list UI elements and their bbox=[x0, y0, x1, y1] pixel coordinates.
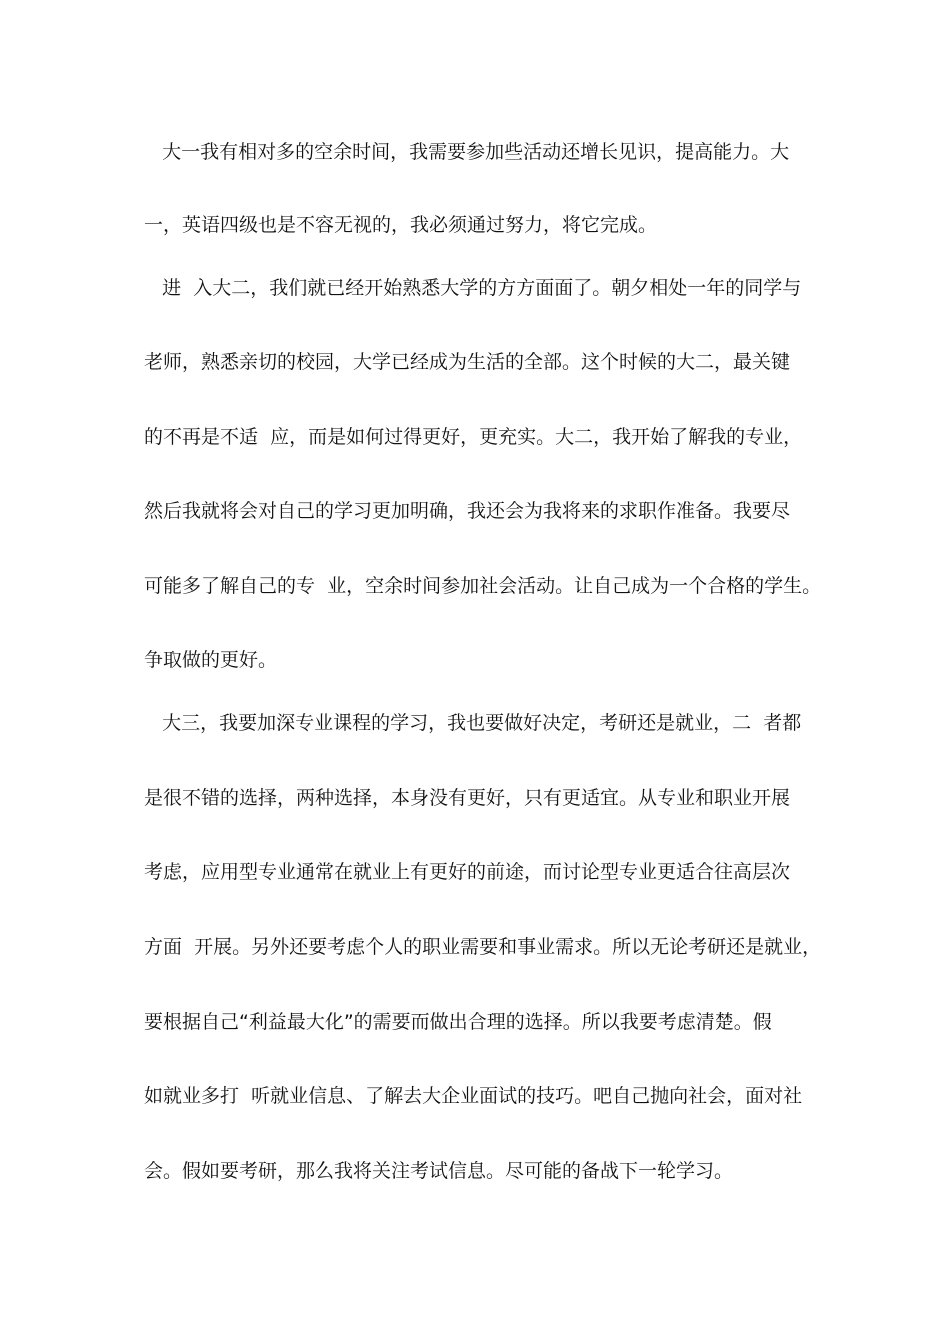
paragraph-2-line-6: 争取做的更好。 bbox=[144, 649, 278, 671]
paragraph-1-line-1: 大一我有相对多的空余时间，我需要参加些活动还增长见识，提高能力。大 bbox=[144, 141, 790, 163]
paragraph-3-line-2: 是很不错的选择，两种选择，本身没有更好，只有更适宜。从专业和职业开展 bbox=[144, 787, 791, 809]
paragraph-2-line-2: 老师，熟悉亲切的校园，大学已经成为生活的全部。这个时候的大二，最关键 bbox=[144, 351, 791, 373]
paragraph-2-line-1: 进 入大二，我们就已经开始熟悉大学的方方面面了。朝夕相处一年的同学与 bbox=[144, 277, 802, 299]
paragraph-2-line-5: 可能多了解自己的专 业，空余时间参加社会活动。让自己成为一个合格的学生。 bbox=[144, 575, 822, 597]
paragraph-3-line-6: 如就业多打 听就业信息、了解去大企业面试的技巧。吧自己抛向社会，面对社 bbox=[144, 1085, 803, 1107]
paragraph-2-line-3: 的不再是不适 应，而是如何过得更好，更充实。大二，我开始了解我的专业， bbox=[144, 426, 803, 448]
paragraph-1-line-2: 一，英语四级也是不容无视的，我必须通过努力，将它完成。 bbox=[144, 214, 658, 236]
paragraph-3-line-1: 大三，我要加深专业课程的学习，我也要做好决定，考研还是就业，二 者都 bbox=[144, 712, 802, 734]
paragraph-3-line-7: 会。假如要考研，那么我将关注考试信息。尽可能的备战下一轮学习。 bbox=[144, 1160, 734, 1182]
paragraph-3-line-5: 要根据自己“利益最大化”的需要而做出合理的选择。所以我要考虑清楚。假 bbox=[144, 1011, 772, 1033]
paragraph-2-line-4: 然后我就将会对自己的学习更加明确，我还会为我将来的求职作准备。我要尽 bbox=[144, 500, 791, 522]
paragraph-3-line-4: 方面 开展。另外还要考虑个人的职业需要和事业需求。所以无论考研还是就业， bbox=[144, 936, 822, 958]
paragraph-3-line-3: 考虑，应用型专业通常在就业上有更好的前途，而讨论型专业更适合往高层次 bbox=[144, 861, 791, 883]
